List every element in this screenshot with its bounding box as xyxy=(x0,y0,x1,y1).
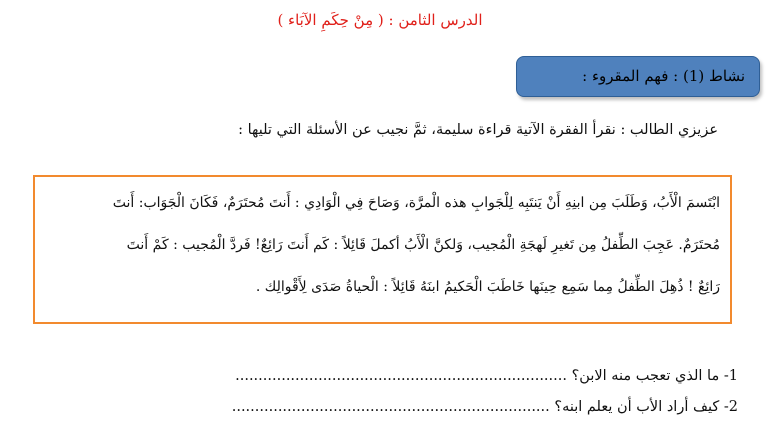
question-2-answer-blank[interactable]: ..................................................................... xyxy=(231,399,550,415)
instruction-text: عزيزي الطالب : نقرأ الفقرة الآتية قراءة سليمة، ثمَّ نجيب عن الأسئلة التي تليها : xyxy=(238,122,718,138)
question-1-number: 1- xyxy=(723,368,738,384)
question-1-answer-blank[interactable]: ........................................................................ xyxy=(235,368,567,384)
passage-line-3: رَائِعٌ ! ذُهِلَ الطِّفلُ مِما سَمِع حِينَها خَاطَبَ الْحَكيمُ ابنَهُ قَائِلاً : الْحياةُ صَدَى لِأَقْوالِك . xyxy=(255,279,720,295)
passage-box xyxy=(33,175,732,324)
activity-label-box xyxy=(516,56,760,97)
question-1 xyxy=(235,366,738,386)
question-2 xyxy=(232,397,738,417)
passage-line-2: مُحتَرَمٌ. عَجِبَ الطِّفلُ مِن تَغيرِ لَهجَةِ الْمُجيب، وَلكنَّ الْأَبُ أكملَ قَائِلاً : كَم أَنتَ رَائِعٌ! فَردَّ الْمُجيب : كَمْ أَنتَ xyxy=(126,237,720,253)
question-2-text: كيف أراد الأب أن يعلم ابنه؟ xyxy=(554,399,720,415)
activity-label: نشاط (1) : فهم المقروء : xyxy=(582,67,745,85)
question-2-number: 2- xyxy=(723,399,738,415)
lesson-title: الدرس الثامن : ( مِنْ حِكَمِ الآبَاء ) xyxy=(277,11,483,29)
passage-line-1: ابْتَسمَ الْأَبُ، وَطَلَبَ مِن ابنِهِ أَنْ يَنتَبِه لِلْجَوابِ هذه الْمرَّة، وَصَاحَ فِي الْوَادِي : أَنتَ مُحتَرَمٌ، فَكَانَ الْجَوَاب: أَنتَ xyxy=(112,195,720,211)
question-1-text: ما الذي تعجب منه الابن؟ xyxy=(571,368,720,384)
